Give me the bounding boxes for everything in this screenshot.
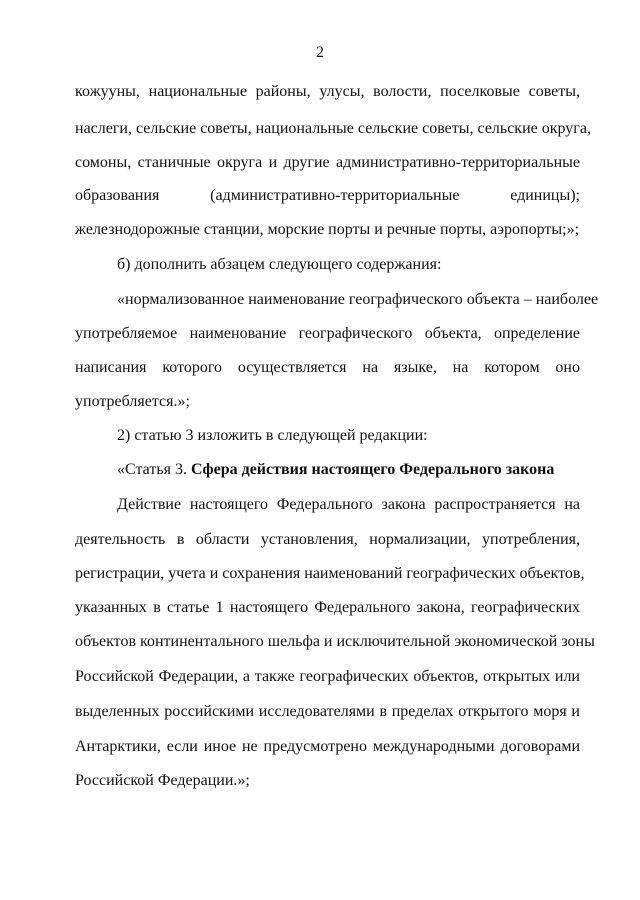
text-line: написания которого осуществляется на языке, на котором оно	[75, 359, 580, 376]
text-line: Российской Федерации, а также географических объектов, открытых или	[75, 668, 580, 685]
text-line: кожууны, национальные районы, улусы, волости, поселковые советы,	[75, 83, 580, 100]
text-line: Российской Федерации.»;	[75, 772, 250, 789]
paragraph-line: «нормализованное наименование географического объекта – наиболее	[117, 291, 599, 308]
text-line: образования (административно-территориальные единицы);	[75, 187, 580, 204]
paragraph-line: 2) статью 3 изложить в следующей редакции:	[117, 427, 428, 444]
text-line: указанных в статье 1 настоящего Федерального закона, географических	[75, 599, 580, 616]
paragraph-line: Действие настоящего Федерального закона распространяется на	[117, 496, 580, 513]
text-line: выделенных российскими исследователями в пределах открытого моря и	[75, 703, 580, 720]
text-line: наслеги, сельские советы, национальные сельские советы, сельские округа,	[75, 120, 591, 137]
text-line: Антарктики, если иное не предусмотрено международными договорами	[75, 738, 580, 755]
text-line: деятельность в области установления, нормализации, употребления,	[75, 531, 580, 548]
text-line: регистрации, учета и сохранения наименований географических объектов,	[75, 565, 585, 582]
article-title: Сфера действия настоящего Федерального закона	[190, 461, 555, 478]
text-line: употребляется.»;	[75, 393, 190, 410]
article-heading	[117, 460, 580, 480]
page-number: 2	[316, 44, 324, 61]
text-line: употребляемое наименование географического объекта, определение	[75, 325, 580, 342]
text-line: объектов континентального шельфа и исключительной экономической зоны	[75, 633, 595, 650]
paragraph-line: б) дополнить абзацем следующего содержания:	[117, 256, 442, 273]
article-number: «Статья 3.	[117, 461, 191, 478]
text-line: сомоны, станичные округа и другие административно-территориальные	[75, 154, 580, 171]
text-line: железнодорожные станции, морские порты и речные порты, аэропорты;»;	[75, 221, 580, 238]
